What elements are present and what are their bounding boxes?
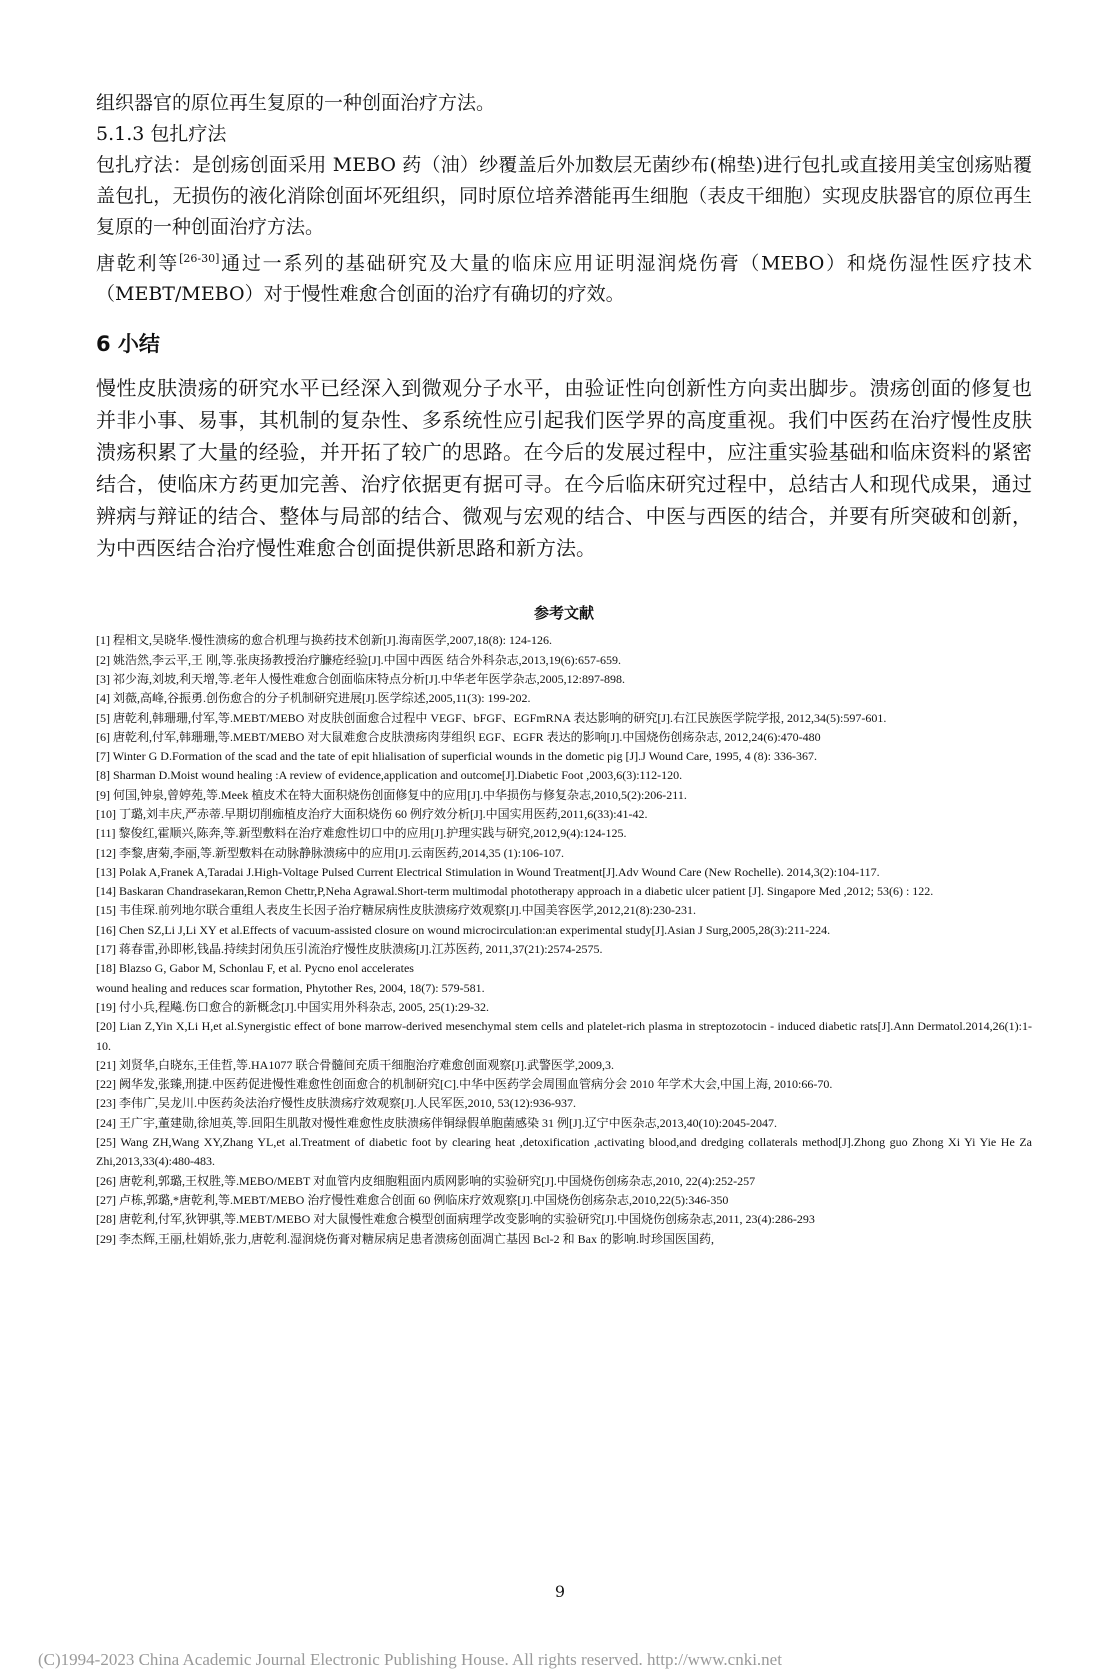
section-heading-summary: 6 小结	[96, 332, 160, 357]
page-number: 9	[554, 1582, 566, 1601]
reference-item: [29] 李杰辉,王丽,杜娟娇,张力,唐乾利.湿润烧伤膏对糖尿病足患者溃疡创面凋亡基因 Bcl-2 和 Bax 的影响.时珍国医国药,	[96, 1231, 714, 1246]
reference-item: [4] 刘薇,高峰,谷振勇.创伤愈合的分子机制研究进展[J].医学综述,2005,11(3): 199-202.	[96, 691, 531, 706]
reference-item: [14] Baskaran Chandrasekaran,Remon Chettr,P,Neha Agrawal.Short-term multimodal phototherapy approach in a diabetic ulcer patient [J]. Singapore Med ,2012; 53(6) : 122.	[96, 884, 934, 899]
reference-item: [12] 李黎,唐菊,李丽,等.新型敷料在动脉静脉溃疡中的应用[J].云南医药,2014,35 (1):106-107.	[96, 845, 564, 860]
copyright-footer: (C)1994-2023 China Academic Journal Electronic Publishing House. All rights reserved. http://www.cnki.net	[38, 1650, 782, 1669]
reference-item: [3] 祁少海,刘坡,利天增,等.老年人慢性难愈合创面临床特点分析[J].中华老年医学杂志,2005,12:897-898.	[96, 671, 625, 686]
reference-list	[96, 631, 1032, 1249]
reference-item: wound healing and reduces scar formation, Phytother Res, 2004, 18(7): 579-581.	[96, 980, 485, 995]
reference-item: [25] Wang ZH,Wang XY,Zhang YL,et al.Treatment of diabetic foot by clearing heat ,detoxification ,activating blood,and dredging collaterals method[J].Zhong guo Zhong Xi Yi Yie He Za Zhi,2013,33(4):480-483.	[96, 1135, 1032, 1169]
reference-item: [5] 唐乾利,韩珊珊,付军,等.MEBT/MEBO 对皮肤创面愈合过程中 VEGF、bFGF、EGFmRNA 表达影响的研究[J].右江民族医学院学报, 2012,34(5):597-601.	[96, 710, 887, 725]
reference-item: [22] 阙华发,张臻,刑捷.中医药促进慢性难愈性创面愈合的机制研究[C].中华中医药学会周围血管病分会 2010 年学术大会,中国上海, 2010:66-70.	[96, 1077, 833, 1092]
author-name: 唐乾利等	[96, 252, 180, 275]
reference-item: [26] 唐乾利,郭璐,王权胜,等.MEBO/MEBT 对血管内皮细胞粗面内质网影响的实验研究[J].中国烧伤创疡杂志,2010, 22(4):252-257	[96, 1173, 756, 1188]
paragraph-bandage-method: 包扎疗法：是创疡创面采用 MEBO 药（油）纱覆盖后外加数层无菌纱布(棉垫)进行包扎或直接用美宝创疡贴覆盖包扎，无损伤的液化消除创面坏死组织，同时原位培养潜能再生细胞（表皮干细胞）实现皮肤器官的原位再生复原的一种创面治疗方法。	[96, 154, 1032, 238]
page-content	[96, 88, 1032, 1249]
reference-item: [1] 程相文,吴晓华.慢性溃疡的愈合机理与换药技术创新[J].海南医学,2007,18(8): 124-126.	[96, 633, 552, 648]
reference-item: [28] 唐乾利,付军,狄钾骐,等.MEBT/MEBO 对大鼠慢性难愈合模型创面病理学改变影响的实验研究[J].中国烧伤创疡杂志,2011, 23(4):286-293	[96, 1212, 815, 1227]
reference-item: [27] 卢栋,郭璐,*唐乾利,等.MEBT/MEBO 治疗慢性难愈合创面 60 例临床疗效观察[J].中国烧伤创疡杂志,2010,22(5):346-350	[96, 1192, 729, 1207]
subsection-title: 5.1.3 包扎疗法	[96, 123, 227, 145]
paragraph-text: 通过一系列的基础研究及大量的临床应用证明湿润烧伤膏（MEBO）和烧伤湿性医疗技术（MEBT/MEBO）对于慢性难愈合创面的治疗有确切的疗效。	[96, 252, 1032, 306]
reference-item: [8] Sharman D.Moist wound healing :A review of evidence,application and outcome[J].Diabetic Foot ,2003,6(3):112-120.	[96, 768, 683, 783]
reference-item: [10] 丁璐,刘丰庆,严赤蒂.早期切削痂植皮治疗大面积烧伤 60 例疗效分析[J].中国实用医药,2011,6(33):41-42.	[96, 807, 648, 821]
reference-item: [13] Polak A,Franek A,Taradai J.High-Voltage Pulsed Current Electrical Stimulation in Wound Treatment[J].Adv Wound Care (New Rochelle). 2014,3(2):104-117.	[96, 864, 880, 879]
reference-item: [9] 何国,钟泉,曾婷苑,等.Meek 植皮术在特大面积烧伤创面修复中的应用[J].中华损伤与修复杂志,2010,5(2):206-211.	[96, 787, 687, 802]
paragraph-tang-study	[96, 243, 1032, 310]
paragraph-continuation: 组织器官的原位再生复原的一种创面治疗方法。	[96, 92, 496, 114]
reference-item: [7] Winter G D.Formation of the scad and the tate of epit hlialisation of superficial wounds in the dometic pig [J].J Wound Care, 1995, 4 (8): 336-367.	[96, 749, 817, 764]
reference-item: [16] Chen SZ,Li J,Li XY et al.Effects of vacuum-assisted closure on wound microcirculation:an experimental study[J].Asian J Surg,2005,28(3):211-224.	[96, 922, 831, 937]
reference-item: [23] 李伟广,吴龙川.中医药灸法治疗慢性皮肤溃疡疗效观察[J].人民军医,2010, 53(12):936-937.	[96, 1096, 576, 1111]
reference-item: [18] Blazso G, Gabor M, Schonlau F, et al. Pycno enol accelerates	[96, 961, 414, 976]
reference-item: [11] 黎俊红,霍顺兴,陈奔,等.新型敷料在治疗难愈性切口中的应用[J].护理实践与研究,2012,9(4):124-125.	[96, 826, 627, 841]
reference-item: [2] 姚浩然,李云平,王 刚,等.张庚扬教授治疗臁疮经验[J].中国中西医 结合外科杂志,2013,19(6):657-659.	[96, 652, 621, 667]
reference-item: [21] 刘贤华,白晓东,王佳哲,等.HA1077 联合骨髓间充质干细胞治疗难愈创面观察[J].武警医学,2009,3.	[96, 1057, 614, 1072]
reference-item: [24] 王广宇,董建勋,徐旭英,等.回阳生肌散对慢性难愈性皮肤溃疡伴铜绿假单胞菌感染 31 例[J].辽宁中医杂志,2013,40(10):2045-2047.	[96, 1115, 777, 1130]
reference-item: [17] 蒋春雷,孙即彬,钱晶.持续封闭负压引流治疗慢性皮肤溃疡[J].江苏医药, 2011,37(21):2574-2575.	[96, 942, 603, 957]
reference-item: [6] 唐乾利,付军,韩珊珊,等.MEBT/MEBO 对大鼠难愈合皮肤溃疡肉芽组织 EGF、EGFR 表达的影响[J].中国烧伤创疡杂志, 2012,24(6):470-480	[96, 729, 821, 744]
reference-item: [19] 付小兵,程飚.伤口愈合的新概念[J].中国实用外科杂志, 2005, 25(1):29-32.	[96, 999, 489, 1014]
references-title: 参考文献	[533, 604, 594, 623]
reference-item: [20] Lian Z,Yin X,Li H,et al.Synergistic effect of bone marrow-derived mesenchymal stem cells and platelet-rich plasma in streptozotocin - induced diabetic rats[J].Ann Dermatol.2014,26(1):1-10.	[96, 1019, 1032, 1053]
reference-item: [15] 韦佳琛.前列地尔联合重组人表皮生长因子治疗糖尿病性皮肤溃疡疗效观察[J].中国美容医学,2012,21(8):230-231.	[96, 903, 696, 918]
citation-marker: [26-30]	[179, 252, 220, 265]
summary-paragraph: 慢性皮肤溃疡的研究水平已经深入到微观分子水平，由验证性向创新性方向卖出脚步。溃疡创面的修复也并非小事、易事，其机制的复杂性、多系统性应引起我们医学界的高度重视。我们中医药在治疗慢性皮肤溃疡积累了大量的经验，并开拓了较广的思路。在今后的发展过程中，应注重实验基础和临床资料的紧密结合，使临床方药更加完善、治疗依据更有据可寻。在今后临床研究过程中，总结古人和现代成果，通过辨病与辩证的结合、整体与局部的结合、微观与宏观的结合、中医与西医的结合，并要有所突破和创新，为中西医结合治疗慢性难愈合创面提供新思路和新方法。	[96, 376, 1032, 561]
